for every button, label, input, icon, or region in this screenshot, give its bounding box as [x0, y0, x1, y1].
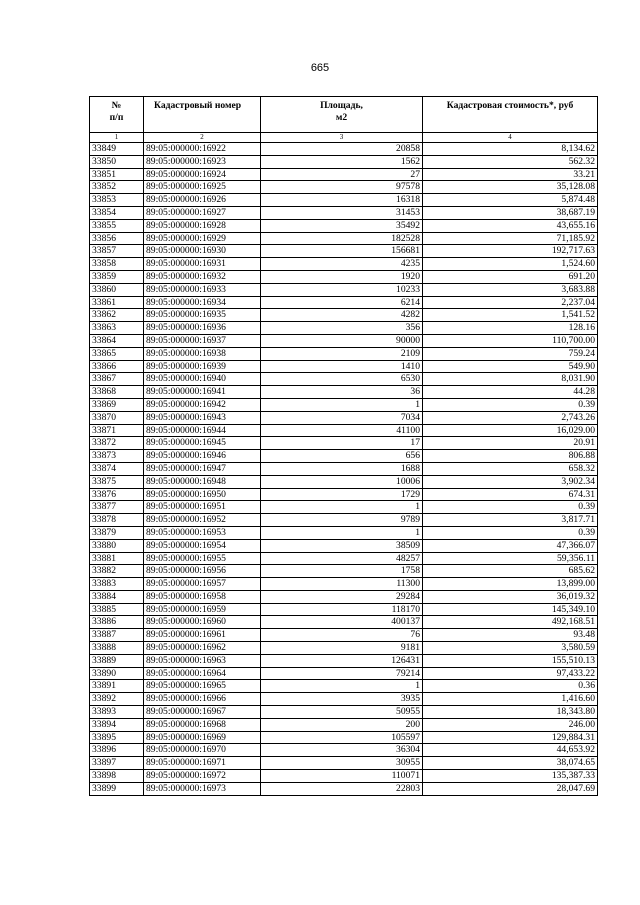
table-row [90, 270, 598, 283]
table-row [90, 309, 598, 322]
area-cell: 35492 [261, 219, 423, 232]
row-number-cell: 33878 [90, 514, 144, 527]
table-row [90, 373, 598, 386]
area-cell: 22803 [261, 782, 423, 795]
cadastral-number-cell: 89:05:000000:16926 [144, 194, 261, 207]
cadastral-number-cell: 89:05:000000:16969 [144, 731, 261, 744]
cadastral-number-cell: 89:05:000000:16954 [144, 539, 261, 552]
cadastral-number-cell: 89:05:000000:16945 [144, 437, 261, 450]
area-cell: 50955 [261, 706, 423, 719]
area-cell: 200 [261, 718, 423, 731]
cadastral-number-cell: 89:05:000000:16959 [144, 603, 261, 616]
table-row [90, 398, 598, 411]
table-row [90, 642, 598, 655]
area-cell: 29284 [261, 590, 423, 603]
area-cell: 118170 [261, 603, 423, 616]
table-row [90, 770, 598, 783]
row-number-cell: 33856 [90, 232, 144, 245]
table-row [90, 565, 598, 578]
row-number-cell: 33882 [90, 565, 144, 578]
area-cell: 1 [261, 526, 423, 539]
area-cell: 48257 [261, 552, 423, 565]
value-cell: 13,899.00 [423, 578, 598, 591]
value-cell: 97,433.22 [423, 667, 598, 680]
table-row [90, 411, 598, 424]
row-number-cell: 33891 [90, 680, 144, 693]
table-row [90, 667, 598, 680]
table-row [90, 757, 598, 770]
value-cell: 128.16 [423, 322, 598, 335]
row-number-cell: 33895 [90, 731, 144, 744]
table-row [90, 360, 598, 373]
row-number-cell: 33859 [90, 270, 144, 283]
cadastral-number-cell: 89:05:000000:16965 [144, 680, 261, 693]
value-cell: 44.28 [423, 386, 598, 399]
row-number-cell: 33853 [90, 194, 144, 207]
value-cell: 492,168.51 [423, 616, 598, 629]
row-number-cell: 33858 [90, 258, 144, 271]
cadastral-number-cell: 89:05:000000:16942 [144, 398, 261, 411]
cadastral-number-cell: 89:05:000000:16968 [144, 718, 261, 731]
row-number-cell: 33874 [90, 462, 144, 475]
value-cell: 5,874.48 [423, 194, 598, 207]
value-cell: 1,541.52 [423, 309, 598, 322]
area-cell: 4282 [261, 309, 423, 322]
area-cell: 2109 [261, 347, 423, 360]
row-number-cell: 33898 [90, 770, 144, 783]
page-number: 665 [310, 62, 330, 74]
row-number-cell: 33860 [90, 283, 144, 296]
area-cell: 156681 [261, 245, 423, 258]
row-number-cell: 33881 [90, 552, 144, 565]
value-cell: 691.20 [423, 270, 598, 283]
area-cell: 79214 [261, 667, 423, 680]
row-number-cell: 33855 [90, 219, 144, 232]
row-number-cell: 33865 [90, 347, 144, 360]
table-row [90, 322, 598, 335]
area-cell: 1758 [261, 565, 423, 578]
header-cadastral-number: Кадастровый номер [144, 97, 261, 133]
cadastral-number-cell: 89:05:000000:16953 [144, 526, 261, 539]
area-cell: 11300 [261, 578, 423, 591]
area-cell: 30955 [261, 757, 423, 770]
table-row [90, 245, 598, 258]
value-cell: 2,743.26 [423, 411, 598, 424]
cadastral-number-cell: 89:05:000000:16923 [144, 155, 261, 168]
cadastral-number-cell: 89:05:000000:16940 [144, 373, 261, 386]
value-cell: 759.24 [423, 347, 598, 360]
row-number-cell: 33877 [90, 501, 144, 514]
cadastral-number-cell: 89:05:000000:16962 [144, 642, 261, 655]
value-cell: 3,817.71 [423, 514, 598, 527]
row-number-cell: 33861 [90, 296, 144, 309]
area-cell: 1410 [261, 360, 423, 373]
column-number: 4 [423, 133, 598, 143]
area-cell: 9181 [261, 642, 423, 655]
cadastral-number-cell: 89:05:000000:16951 [144, 501, 261, 514]
value-cell: 685.62 [423, 565, 598, 578]
value-cell: 38,687.19 [423, 206, 598, 219]
value-cell: 192,717.63 [423, 245, 598, 258]
value-cell: 0.36 [423, 680, 598, 693]
value-cell: 549.90 [423, 360, 598, 373]
value-cell: 20.91 [423, 437, 598, 450]
row-number-cell: 33880 [90, 539, 144, 552]
value-cell: 129,884.31 [423, 731, 598, 744]
cadastral-number-cell: 89:05:000000:16933 [144, 283, 261, 296]
area-cell: 16318 [261, 194, 423, 207]
row-number-cell: 33849 [90, 143, 144, 156]
cadastral-number-cell: 89:05:000000:16934 [144, 296, 261, 309]
column-number: 1 [90, 133, 144, 143]
table-row [90, 744, 598, 757]
table-row [90, 680, 598, 693]
cadastral-number-cell: 89:05:000000:16952 [144, 514, 261, 527]
table-row [90, 501, 598, 514]
header-number: № п/п [90, 97, 144, 133]
table-row [90, 539, 598, 552]
cadastral-number-cell: 89:05:000000:16936 [144, 322, 261, 335]
row-number-cell: 33893 [90, 706, 144, 719]
area-cell: 41100 [261, 424, 423, 437]
row-number-cell: 33899 [90, 782, 144, 795]
table-row [90, 462, 598, 475]
row-number-cell: 33890 [90, 667, 144, 680]
table-row [90, 334, 598, 347]
cadastral-number-cell: 89:05:000000:16971 [144, 757, 261, 770]
value-cell: 38,074.65 [423, 757, 598, 770]
table-row [90, 731, 598, 744]
area-cell: 182528 [261, 232, 423, 245]
cadastral-number-cell: 89:05:000000:16955 [144, 552, 261, 565]
area-cell: 31453 [261, 206, 423, 219]
row-number-cell: 33888 [90, 642, 144, 655]
table-row [90, 219, 598, 232]
row-number-cell: 33866 [90, 360, 144, 373]
table-row [90, 488, 598, 501]
row-number-cell: 33857 [90, 245, 144, 258]
row-number-cell: 33886 [90, 616, 144, 629]
cadastral-number-cell: 89:05:000000:16932 [144, 270, 261, 283]
cadastral-number-cell: 89:05:000000:16930 [144, 245, 261, 258]
area-cell: 656 [261, 450, 423, 463]
cadastral-number-cell: 89:05:000000:16958 [144, 590, 261, 603]
row-number-cell: 33862 [90, 309, 144, 322]
cadastral-number-cell: 89:05:000000:16967 [144, 706, 261, 719]
cadastral-number-cell: 89:05:000000:16963 [144, 654, 261, 667]
area-cell: 10233 [261, 283, 423, 296]
column-number: 3 [261, 133, 423, 143]
cadastral-number-cell: 89:05:000000:16924 [144, 168, 261, 181]
area-cell: 76 [261, 629, 423, 642]
value-cell: 59,356.11 [423, 552, 598, 565]
cadastral-number-cell: 89:05:000000:16939 [144, 360, 261, 373]
row-number-cell: 33854 [90, 206, 144, 219]
row-number-cell: 33889 [90, 654, 144, 667]
value-cell: 43,655.16 [423, 219, 598, 232]
cadastral-number-cell: 89:05:000000:16946 [144, 450, 261, 463]
value-cell: 16,029.00 [423, 424, 598, 437]
area-cell: 1 [261, 680, 423, 693]
table-row [90, 616, 598, 629]
cadastral-number-cell: 89:05:000000:16950 [144, 488, 261, 501]
area-cell: 4235 [261, 258, 423, 271]
table-row [90, 232, 598, 245]
table-row [90, 706, 598, 719]
cadastral-number-cell: 89:05:000000:16944 [144, 424, 261, 437]
row-number-cell: 33850 [90, 155, 144, 168]
value-cell: 3,902.34 [423, 475, 598, 488]
row-number-cell: 33863 [90, 322, 144, 335]
area-cell: 1920 [261, 270, 423, 283]
area-cell: 27 [261, 168, 423, 181]
table-row [90, 654, 598, 667]
table-row [90, 718, 598, 731]
header-cadastral-value: Кадастровая стоимость*, руб [423, 97, 598, 133]
cadastral-number-cell: 89:05:000000:16938 [144, 347, 261, 360]
value-cell: 674.31 [423, 488, 598, 501]
cadastral-number-cell: 89:05:000000:16925 [144, 181, 261, 194]
value-cell: 562.32 [423, 155, 598, 168]
value-cell: 110,700.00 [423, 334, 598, 347]
value-cell: 33.21 [423, 168, 598, 181]
area-cell: 7034 [261, 411, 423, 424]
value-cell: 0.39 [423, 501, 598, 514]
table-row [90, 143, 598, 156]
table-row [90, 258, 598, 271]
value-cell: 35,128.08 [423, 181, 598, 194]
area-cell: 1 [261, 398, 423, 411]
cadastral-table [89, 96, 598, 796]
area-cell: 1688 [261, 462, 423, 475]
value-cell: 8,134.62 [423, 143, 598, 156]
area-cell: 110071 [261, 770, 423, 783]
table-row [90, 386, 598, 399]
value-cell: 8,031.90 [423, 373, 598, 386]
area-cell: 97578 [261, 181, 423, 194]
value-cell: 155,510.13 [423, 654, 598, 667]
cadastral-number-cell: 89:05:000000:16922 [144, 143, 261, 156]
table-row [90, 168, 598, 181]
cadastral-number-cell: 89:05:000000:16931 [144, 258, 261, 271]
area-cell: 1729 [261, 488, 423, 501]
value-cell: 18,343.80 [423, 706, 598, 719]
area-cell: 400137 [261, 616, 423, 629]
row-number-cell: 33864 [90, 334, 144, 347]
column-number: 2 [144, 133, 261, 143]
value-cell: 0.39 [423, 526, 598, 539]
row-number-cell: 33871 [90, 424, 144, 437]
area-cell: 3935 [261, 693, 423, 706]
value-cell: 28,047.69 [423, 782, 598, 795]
row-number-cell: 33885 [90, 603, 144, 616]
row-number-cell: 33868 [90, 386, 144, 399]
cadastral-number-cell: 89:05:000000:16937 [144, 334, 261, 347]
table-row [90, 450, 598, 463]
header-area: Площадь, м2 [261, 97, 423, 133]
cadastral-number-cell: 89:05:000000:16927 [144, 206, 261, 219]
cadastral-number-cell: 89:05:000000:16966 [144, 693, 261, 706]
table-row [90, 514, 598, 527]
row-number-cell: 33851 [90, 168, 144, 181]
area-cell: 36 [261, 386, 423, 399]
cadastral-number-cell: 89:05:000000:16957 [144, 578, 261, 591]
area-cell: 9789 [261, 514, 423, 527]
area-cell: 36304 [261, 744, 423, 757]
cadastral-number-cell: 89:05:000000:16935 [144, 309, 261, 322]
table-row [90, 782, 598, 795]
value-cell: 47,366.07 [423, 539, 598, 552]
table-row [90, 347, 598, 360]
value-cell: 44,653.92 [423, 744, 598, 757]
area-cell: 17 [261, 437, 423, 450]
column-number-row [90, 133, 598, 143]
table-row [90, 296, 598, 309]
row-number-cell: 33876 [90, 488, 144, 501]
row-number-cell: 33852 [90, 181, 144, 194]
area-cell: 6530 [261, 373, 423, 386]
table-row [90, 194, 598, 207]
value-cell: 93.48 [423, 629, 598, 642]
area-cell: 10006 [261, 475, 423, 488]
table-row [90, 578, 598, 591]
value-cell: 658.32 [423, 462, 598, 475]
cadastral-number-cell: 89:05:000000:16941 [144, 386, 261, 399]
cadastral-number-cell: 89:05:000000:16961 [144, 629, 261, 642]
value-cell: 3,683.88 [423, 283, 598, 296]
header-row [90, 97, 598, 133]
area-cell: 6214 [261, 296, 423, 309]
value-cell: 36,019.32 [423, 590, 598, 603]
table-row [90, 475, 598, 488]
area-cell: 1562 [261, 155, 423, 168]
cadastral-number-cell: 89:05:000000:16947 [144, 462, 261, 475]
row-number-cell: 33875 [90, 475, 144, 488]
cadastral-number-cell: 89:05:000000:16948 [144, 475, 261, 488]
row-number-cell: 33897 [90, 757, 144, 770]
table-row [90, 283, 598, 296]
row-number-cell: 33869 [90, 398, 144, 411]
value-cell: 1,524.60 [423, 258, 598, 271]
cadastral-number-cell: 89:05:000000:16943 [144, 411, 261, 424]
cadastral-number-cell: 89:05:000000:16972 [144, 770, 261, 783]
cadastral-number-cell: 89:05:000000:16928 [144, 219, 261, 232]
cadastral-number-cell: 89:05:000000:16929 [144, 232, 261, 245]
value-cell: 806.88 [423, 450, 598, 463]
value-cell: 246.00 [423, 718, 598, 731]
area-cell: 1 [261, 501, 423, 514]
row-number-cell: 33883 [90, 578, 144, 591]
table-row [90, 155, 598, 168]
table-row [90, 181, 598, 194]
row-number-cell: 33892 [90, 693, 144, 706]
table-row [90, 526, 598, 539]
cadastral-number-cell: 89:05:000000:16956 [144, 565, 261, 578]
value-cell: 0.39 [423, 398, 598, 411]
table-row [90, 693, 598, 706]
value-cell: 135,387.33 [423, 770, 598, 783]
row-number-cell: 33896 [90, 744, 144, 757]
table-row [90, 629, 598, 642]
value-cell: 1,416.60 [423, 693, 598, 706]
area-cell: 20858 [261, 143, 423, 156]
cadastral-number-cell: 89:05:000000:16964 [144, 667, 261, 680]
area-cell: 38509 [261, 539, 423, 552]
value-cell: 2,237.04 [423, 296, 598, 309]
table-row [90, 437, 598, 450]
area-cell: 126431 [261, 654, 423, 667]
area-cell: 90000 [261, 334, 423, 347]
cadastral-number-cell: 89:05:000000:16960 [144, 616, 261, 629]
row-number-cell: 33870 [90, 411, 144, 424]
row-number-cell: 33867 [90, 373, 144, 386]
table-row [90, 603, 598, 616]
cadastral-number-cell: 89:05:000000:16970 [144, 744, 261, 757]
table-row [90, 424, 598, 437]
cadastral-number-cell: 89:05:000000:16973 [144, 782, 261, 795]
table-row [90, 552, 598, 565]
row-number-cell: 33887 [90, 629, 144, 642]
value-cell: 71,185.92 [423, 232, 598, 245]
row-number-cell: 33879 [90, 526, 144, 539]
area-cell: 105597 [261, 731, 423, 744]
value-cell: 3,580.59 [423, 642, 598, 655]
table-row [90, 590, 598, 603]
row-number-cell: 33894 [90, 718, 144, 731]
row-number-cell: 33872 [90, 437, 144, 450]
row-number-cell: 33884 [90, 590, 144, 603]
row-number-cell: 33873 [90, 450, 144, 463]
area-cell: 356 [261, 322, 423, 335]
value-cell: 145,349.10 [423, 603, 598, 616]
table-row [90, 206, 598, 219]
